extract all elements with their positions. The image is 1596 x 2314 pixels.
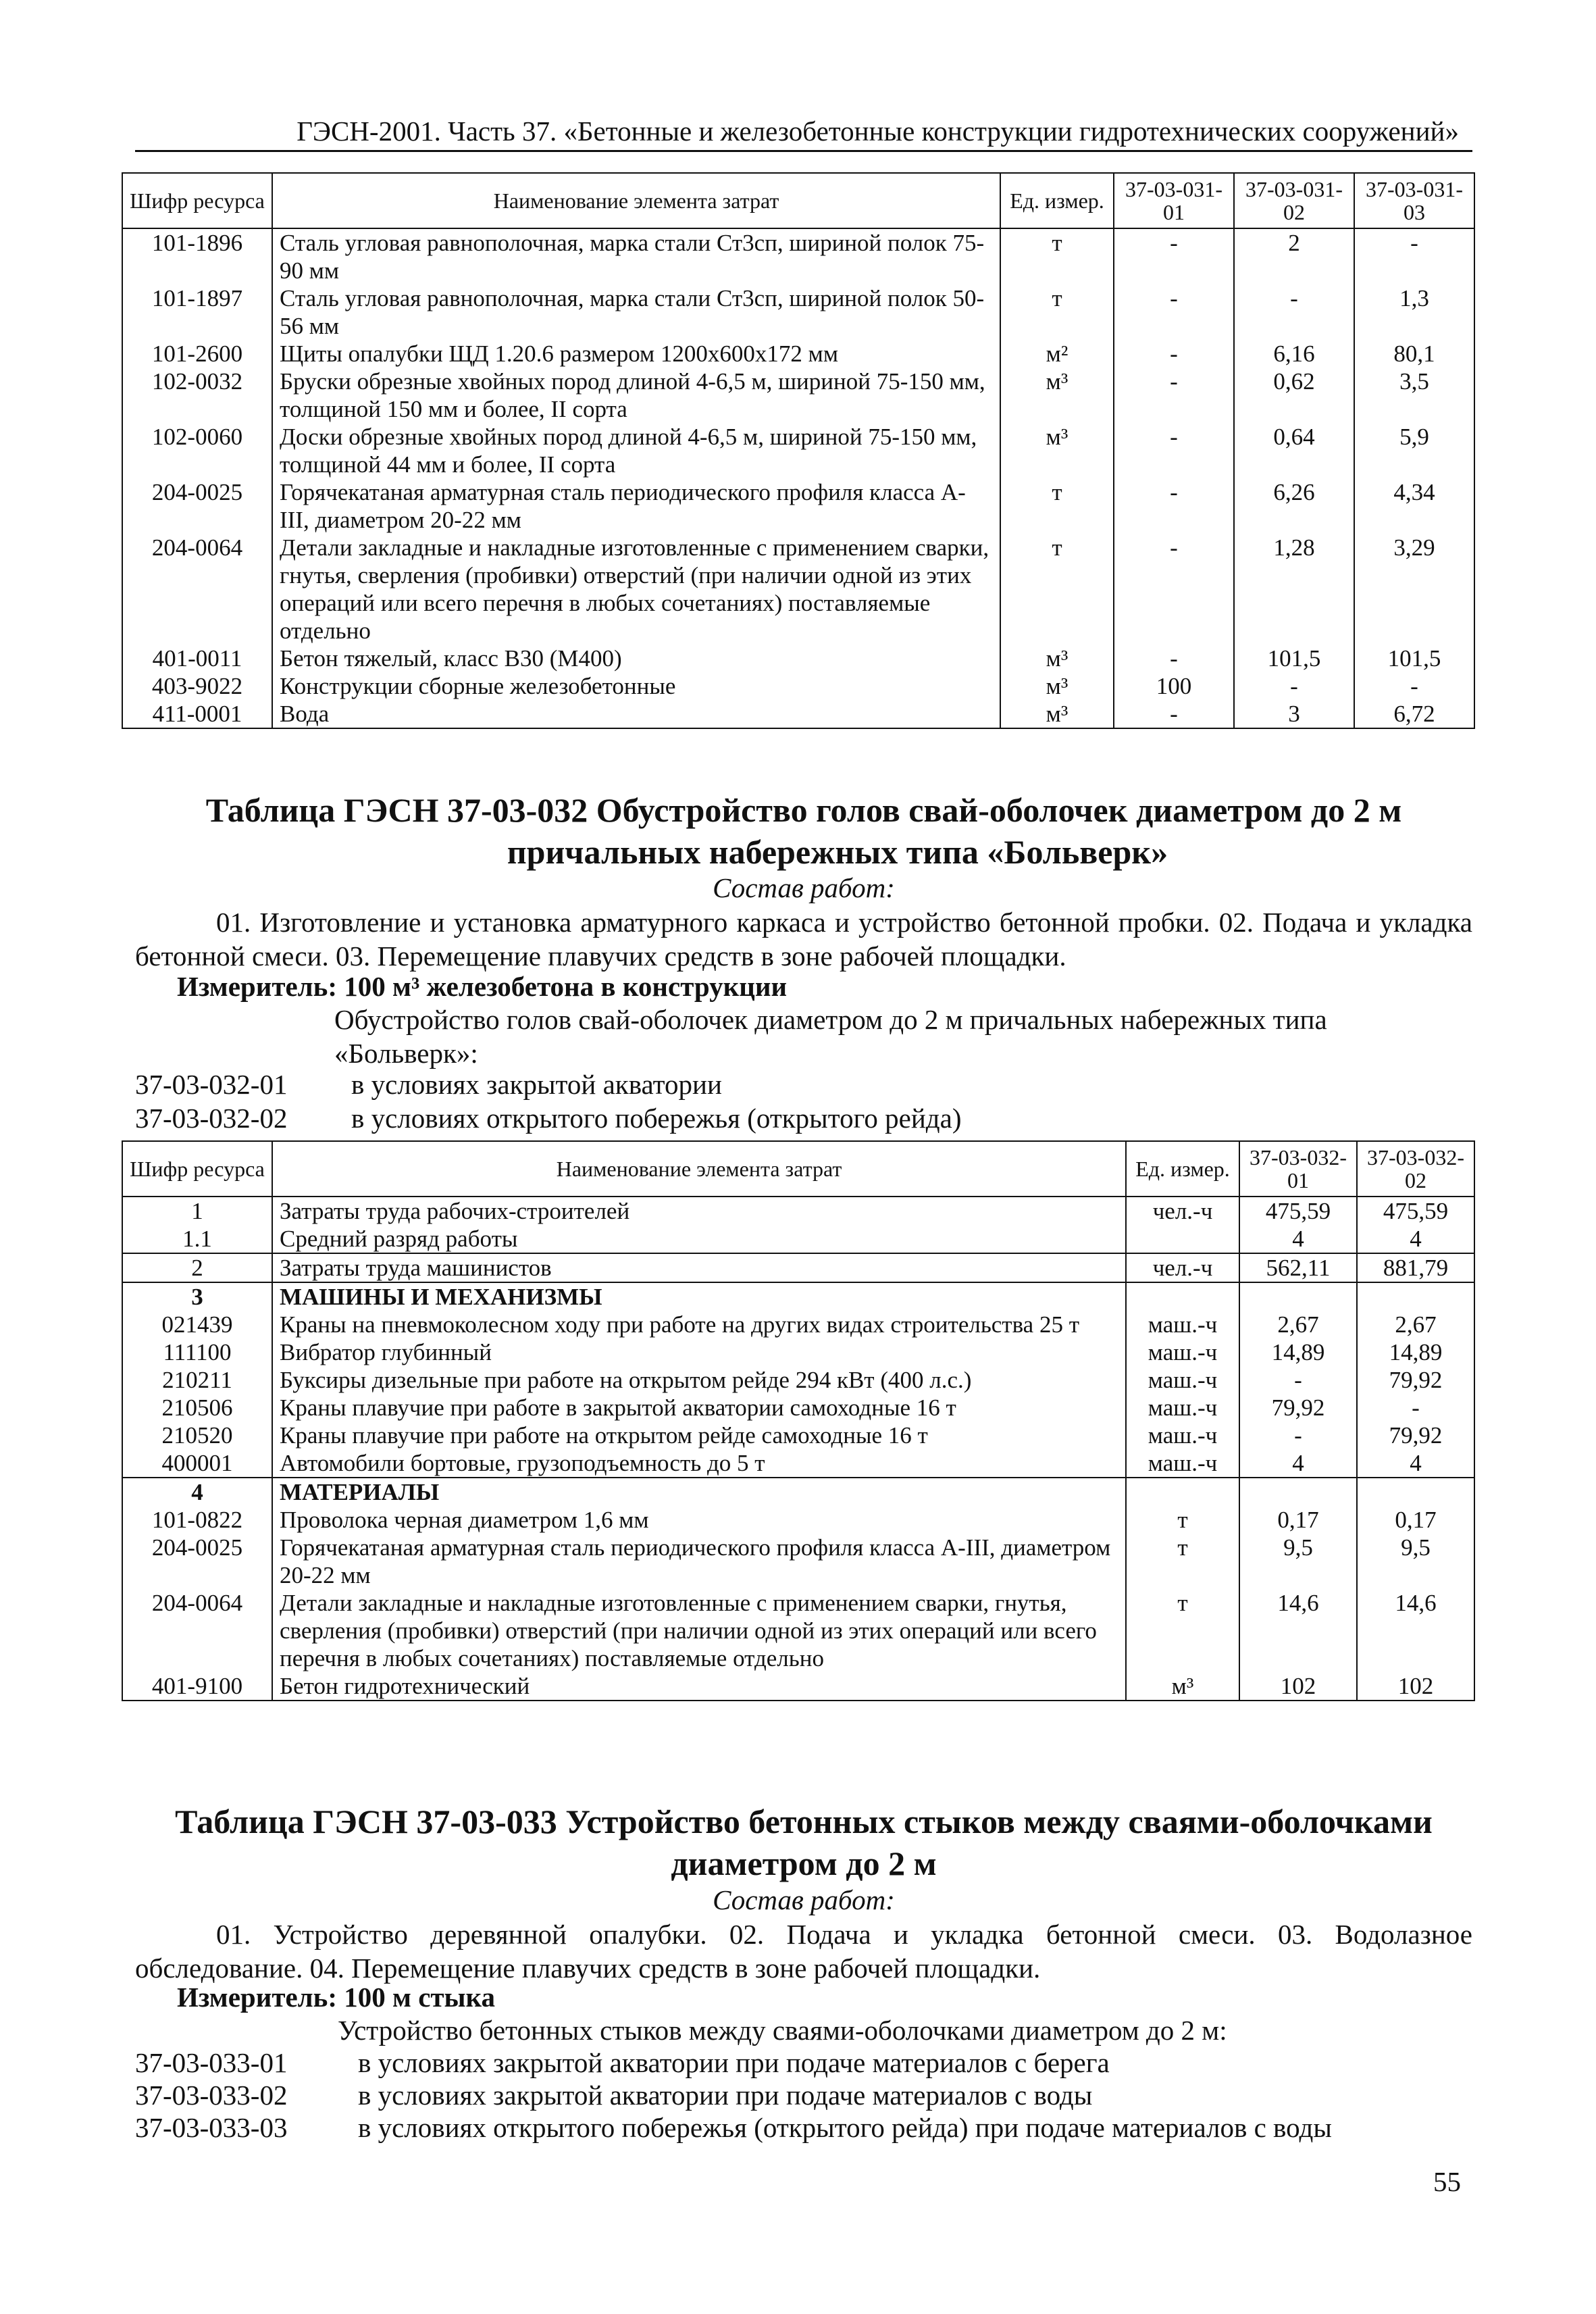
col-header-norm-1: 37-03-032-01: [1239, 1141, 1357, 1197]
norm-value-2: 14,6: [1357, 1589, 1474, 1672]
resource-unit: [1126, 1282, 1239, 1311]
resource-unit: м³: [1000, 368, 1114, 423]
resource-code: 411-0001: [122, 700, 272, 728]
resource-unit: маш.-ч: [1126, 1338, 1239, 1366]
section-row: [122, 1478, 1474, 1506]
resource-name: МАШИНЫ И МЕХАНИЗМЫ: [272, 1282, 1126, 1311]
norm-group-subtitle: Обустройство голов свай-оболочек диаметром до 2 м причальных набережных типа «Больверк»:: [334, 1004, 1327, 1069]
table-row: [122, 1253, 1474, 1282]
norm-description: в условиях закрытой акватории при подаче материалов с воды: [358, 2080, 1093, 2111]
table-row: [122, 228, 1474, 284]
resource-name: Краны на пневмоколесном ходу при работе на других видах строительства 25 т: [272, 1311, 1126, 1338]
resource-unit: [1126, 1225, 1239, 1253]
norm-description: в условиях открытого побережья (открытого рейда): [351, 1103, 962, 1134]
norm-value-3: 6,72: [1354, 700, 1474, 728]
table-row: [122, 1534, 1474, 1589]
norm-value-1: [1239, 1282, 1357, 1311]
resource-code: 101-1896: [122, 228, 272, 284]
norm-value-2: 9,5: [1357, 1534, 1474, 1589]
norm-value-1: 79,92: [1239, 1394, 1357, 1422]
col-header-code: Шифр ресурса: [122, 173, 272, 228]
table-row: [122, 340, 1474, 368]
norm-value-1: 475,59: [1239, 1197, 1357, 1225]
resource-code: 102-0060: [122, 423, 272, 478]
resource-unit: маш.-ч: [1126, 1394, 1239, 1422]
resource-unit: маш.-ч: [1126, 1311, 1239, 1338]
resource-unit: чел.-ч: [1126, 1197, 1239, 1225]
resource-unit: т: [1126, 1534, 1239, 1589]
resource-unit: маш.-ч: [1126, 1366, 1239, 1394]
col-header-norm-1: 37-03-031-01: [1114, 173, 1234, 228]
table-header-row: [122, 173, 1474, 228]
resource-name: Щиты опалубки ЩД 1.20.6 размером 1200х600х172 мм: [272, 340, 1000, 368]
table-title-37-03-033: [135, 1801, 1472, 1884]
norm-code: 37-03-033-02: [135, 2080, 288, 2111]
table-row: [122, 1366, 1474, 1394]
resource-name: Бетон гидротехнический: [272, 1672, 1126, 1701]
resource-unit: т: [1000, 284, 1114, 340]
col-header-norm-3: 37-03-031-03: [1354, 173, 1474, 228]
table-row: [122, 1449, 1474, 1478]
norm-value-2: 0,62: [1234, 368, 1354, 423]
resource-unit: м³: [1000, 423, 1114, 478]
resource-code: 102-0032: [122, 368, 272, 423]
resource-name: Буксиры дизельные при работе на открытом рейде 294 кВт (400 л.с.): [272, 1366, 1126, 1394]
norm-value-2: 79,92: [1357, 1366, 1474, 1394]
norm-value-2: -: [1357, 1394, 1474, 1422]
resource-code: 111100: [122, 1338, 272, 1366]
table-row: [122, 1225, 1474, 1253]
col-header-norm-2: 37-03-032-02: [1357, 1141, 1474, 1197]
resource-code: 401-0011: [122, 645, 272, 672]
page-number: 55: [1433, 2166, 1461, 2197]
resource-unit: маш.-ч: [1126, 1422, 1239, 1449]
col-header-code: Шифр ресурса: [122, 1141, 272, 1197]
table-row: [122, 1197, 1474, 1225]
table-row: [122, 1672, 1474, 1701]
norm-item: [135, 1067, 722, 1101]
composition-label: Состав работ:: [713, 872, 895, 903]
norm-group-subtitle: Устройство бетонных стыков между сваями-оболочками диаметром до 2 м:: [338, 2015, 1227, 2046]
norm-description: в условиях открытого побережья (открытого рейда) при подаче материалов с воды: [358, 2112, 1332, 2143]
norm-value-2: 4: [1357, 1225, 1474, 1253]
norm-value-2: 2,67: [1357, 1311, 1474, 1338]
norm-value-1: 102: [1239, 1672, 1357, 1701]
norm-value-1: 4: [1239, 1449, 1357, 1478]
norm-value-2: -: [1234, 672, 1354, 700]
norm-value-2: 79,92: [1357, 1422, 1474, 1449]
norm-value-1: -: [1114, 700, 1234, 728]
col-header-name: Наименование элемента затрат: [272, 173, 1000, 228]
norm-value-2: 2: [1234, 228, 1354, 284]
norm-value-2: 102: [1357, 1672, 1474, 1701]
norm-code: 37-03-033-03: [135, 2112, 288, 2143]
norm-value-3: 4,34: [1354, 478, 1474, 534]
table-row: [122, 1422, 1474, 1449]
norm-value-2: 0,64: [1234, 423, 1354, 478]
norm-value-3: 5,9: [1354, 423, 1474, 478]
norm-value-3: 80,1: [1354, 340, 1474, 368]
composition-label: Состав работ:: [713, 1884, 895, 1915]
norm-value-2: [1357, 1478, 1474, 1506]
norm-code: 37-03-032-01: [135, 1069, 288, 1100]
table-row: [122, 478, 1474, 534]
meter-label: Измеритель: 100 м стыка: [177, 1982, 496, 2013]
table-row: [122, 700, 1474, 728]
resource-unit: т: [1000, 534, 1114, 645]
norm-item: [135, 2111, 1332, 2144]
resource-name: Горячекатаная арматурная сталь периодического профиля класса А-III, диаметром 20-22 мм: [272, 1534, 1126, 1589]
norm-item: [135, 2046, 1110, 2080]
resource-name: МАТЕРИАЛЫ: [272, 1478, 1126, 1506]
norm-value-2: 475,59: [1357, 1197, 1474, 1225]
norm-description: в условиях закрытой акватории: [351, 1069, 722, 1100]
resource-name: Бетон тяжелый, класс В30 (М400): [272, 645, 1000, 672]
resource-code: 3: [122, 1282, 272, 1311]
table-row: [122, 284, 1474, 340]
norm-value-1: -: [1114, 284, 1234, 340]
resource-name: Детали закладные и накладные изготовленные с применением сварки, гнутья, сверления (пробивки) отверстий (при наличии одной из этих операций или всего перечня в любых сочетаниях) поставляемые отдельно: [272, 534, 1000, 645]
norm-value-2: 14,89: [1357, 1338, 1474, 1366]
resource-unit: м³: [1000, 672, 1114, 700]
resource-name: Краны плавучие при работе на открытом рейде самоходные 16 т: [272, 1422, 1126, 1449]
norm-value-2: [1357, 1282, 1474, 1311]
norm-value-1: 100: [1114, 672, 1234, 700]
col-header-unit: Ед. измер.: [1000, 173, 1114, 228]
norm-value-2: 101,5: [1234, 645, 1354, 672]
col-header-unit: Ед. измер.: [1126, 1141, 1239, 1197]
norm-value-2: 3: [1234, 700, 1354, 728]
resource-code: 1: [122, 1197, 272, 1225]
norm-value-1: [1239, 1478, 1357, 1506]
resource-code: 403-9022: [122, 672, 272, 700]
col-header-norm-2: 37-03-031-02: [1234, 173, 1354, 228]
norm-value-3: 3,29: [1354, 534, 1474, 645]
table-row: [122, 1338, 1474, 1366]
resource-code: 204-0025: [122, 478, 272, 534]
resource-name: Автомобили бортовые, грузоподъемность до 5 т: [272, 1449, 1126, 1478]
title-line: причальных набережных типа «Больверк»: [507, 833, 1168, 871]
table-row: [122, 368, 1474, 423]
table-row: [122, 1394, 1474, 1422]
title-line: Таблица ГЭСН 37-03-033 Устройство бетонных стыков между сваями-оболочками: [175, 1803, 1433, 1840]
section-row: [122, 1282, 1474, 1311]
resource-code: 021439: [122, 1311, 272, 1338]
resource-name: Затраты труда рабочих-строителей: [272, 1197, 1126, 1225]
resource-code: 210211: [122, 1366, 272, 1394]
norm-value-1: 14,89: [1239, 1338, 1357, 1366]
table-row: [122, 534, 1474, 645]
norm-value-1: -: [1114, 645, 1234, 672]
resource-name: Затраты труда машинистов: [272, 1253, 1126, 1282]
norm-description: в условиях закрытой акватории при подаче материалов с берега: [358, 2047, 1110, 2078]
resource-unit: т: [1126, 1589, 1239, 1672]
norm-value-2: 6,26: [1234, 478, 1354, 534]
table-title-37-03-032: [135, 789, 1472, 873]
norm-value-2: 4: [1357, 1449, 1474, 1478]
norm-item: [135, 1101, 962, 1135]
composition-text: 01. Изготовление и установка арматурного каркаса и устройство бетонной пробки. 02. Подача и укладка бетонной смеси. 03. Перемещение плавучих средств в зоне рабочей площадки.: [135, 907, 1472, 972]
norm-value-2: 1,28: [1234, 534, 1354, 645]
resource-code: 204-0064: [122, 534, 272, 645]
norm-value-1: 562,11: [1239, 1253, 1357, 1282]
resource-code: 401-9100: [122, 1672, 272, 1701]
norm-value-1: 4: [1239, 1225, 1357, 1253]
norm-value-1: 14,6: [1239, 1589, 1357, 1672]
resource-code: 204-0064: [122, 1589, 272, 1672]
resource-unit: т: [1000, 228, 1114, 284]
resource-code: 101-2600: [122, 340, 272, 368]
norm-code: 37-03-033-01: [135, 2047, 288, 2078]
table-row: [122, 1311, 1474, 1338]
table-row: [122, 1589, 1474, 1672]
norm-value-3: -: [1354, 672, 1474, 700]
col-header-name: Наименование элемента затрат: [272, 1141, 1126, 1197]
norm-code: 37-03-032-02: [135, 1103, 288, 1134]
resource-code: 101-0822: [122, 1506, 272, 1534]
resource-code: 1.1: [122, 1225, 272, 1253]
resource-code: 2: [122, 1253, 272, 1282]
resource-name: Доски обрезные хвойных пород длиной 4-6,5 м, шириной 75-150 мм, толщиной 44 мм и более, II сорта: [272, 423, 1000, 478]
resource-table-37-03-032: [122, 1140, 1475, 1701]
resource-name: Сталь угловая равнополочная, марка стали Ст3сп, шириной полок 75-90 мм: [272, 228, 1000, 284]
title-line: Таблица ГЭСН 37-03-032 Обустройство голов свай-оболочек диаметром до 2 м: [205, 791, 1402, 829]
norm-value-3: 101,5: [1354, 645, 1474, 672]
norm-value-1: 0,17: [1239, 1506, 1357, 1534]
norm-value-3: -: [1354, 228, 1474, 284]
norm-value-1: -: [1239, 1422, 1357, 1449]
resource-code: 4: [122, 1478, 272, 1506]
resource-unit: т: [1126, 1506, 1239, 1534]
resource-unit: маш.-ч: [1126, 1449, 1239, 1478]
norm-value-1: -: [1114, 478, 1234, 534]
resource-unit: м³: [1000, 700, 1114, 728]
running-header: ГЭСН-2001. Часть 37. «Бетонные и железобетонные конструкции гидротехнических сооружений»: [135, 110, 1472, 152]
norm-value-2: 0,17: [1357, 1506, 1474, 1534]
resource-table-37-03-031: [122, 172, 1475, 729]
norm-value-1: -: [1114, 534, 1234, 645]
resource-code: 400001: [122, 1449, 272, 1478]
resource-code: 101-1897: [122, 284, 272, 340]
resource-code: 210506: [122, 1394, 272, 1422]
resource-unit: т: [1000, 478, 1114, 534]
resource-unit: чел.-ч: [1126, 1253, 1239, 1282]
norm-item: [135, 2078, 1092, 2112]
resource-name: Вода: [272, 700, 1000, 728]
resource-name: Сталь угловая равнополочная, марка стали Ст3сп, шириной полок 50-56 мм: [272, 284, 1000, 340]
norm-value-1: -: [1114, 368, 1234, 423]
norm-value-1: -: [1114, 423, 1234, 478]
norm-value-2: 881,79: [1357, 1253, 1474, 1282]
norm-value-3: 1,3: [1354, 284, 1474, 340]
resource-name: Горячекатаная арматурная сталь периодического профиля класса А-III, диаметром 20-22 мм: [272, 478, 1000, 534]
resource-unit: м³: [1000, 645, 1114, 672]
norm-value-1: 2,67: [1239, 1311, 1357, 1338]
resource-code: 204-0025: [122, 1534, 272, 1589]
norm-value-1: -: [1239, 1366, 1357, 1394]
resource-name: Вибратор глубинный: [272, 1338, 1126, 1366]
table-row: [122, 1506, 1474, 1534]
resource-name: Средний разряд работы: [272, 1225, 1126, 1253]
resource-name: Краны плавучие при работе в закрытой акватории самоходные 16 т: [272, 1394, 1126, 1422]
norm-value-3: 3,5: [1354, 368, 1474, 423]
table-row: [122, 672, 1474, 700]
table-row: [122, 423, 1474, 478]
norm-value-1: 9,5: [1239, 1534, 1357, 1589]
resource-unit: м²: [1000, 340, 1114, 368]
norm-value-2: 6,16: [1234, 340, 1354, 368]
norm-value-1: -: [1114, 340, 1234, 368]
resource-name: Проволока черная диаметром 1,6 мм: [272, 1506, 1126, 1534]
norm-value-1: -: [1114, 228, 1234, 284]
title-line: диаметром до 2 м: [671, 1844, 937, 1882]
table-row: [122, 645, 1474, 672]
resource-name: Детали закладные и накладные изготовленные с применением сварки, гнутья, сверления (пробивки) отверстий (при наличии одной из этих операций или всего перечня в любых сочетаниях) поставляемые отдельно: [272, 1589, 1126, 1672]
composition-text: 01. Устройство деревянной опалубки. 02. Подача и укладка бетонной смеси. 03. Водолазное обследование. 04. Перемещение плавучих средств в зоне рабочей площадки.: [135, 1919, 1472, 1984]
resource-name: Конструкции сборные железобетонные: [272, 672, 1000, 700]
norm-value-2: -: [1234, 284, 1354, 340]
resource-unit: [1126, 1478, 1239, 1506]
table-header-row: [122, 1141, 1474, 1197]
meter-label: Измеритель: 100 м³ железобетона в конструкции: [177, 971, 788, 1002]
resource-name: Бруски обрезные хвойных пород длиной 4-6,5 м, шириной 75-150 мм, толщиной 150 мм и более, II сорта: [272, 368, 1000, 423]
resource-code: 210520: [122, 1422, 272, 1449]
resource-unit: м³: [1126, 1672, 1239, 1701]
